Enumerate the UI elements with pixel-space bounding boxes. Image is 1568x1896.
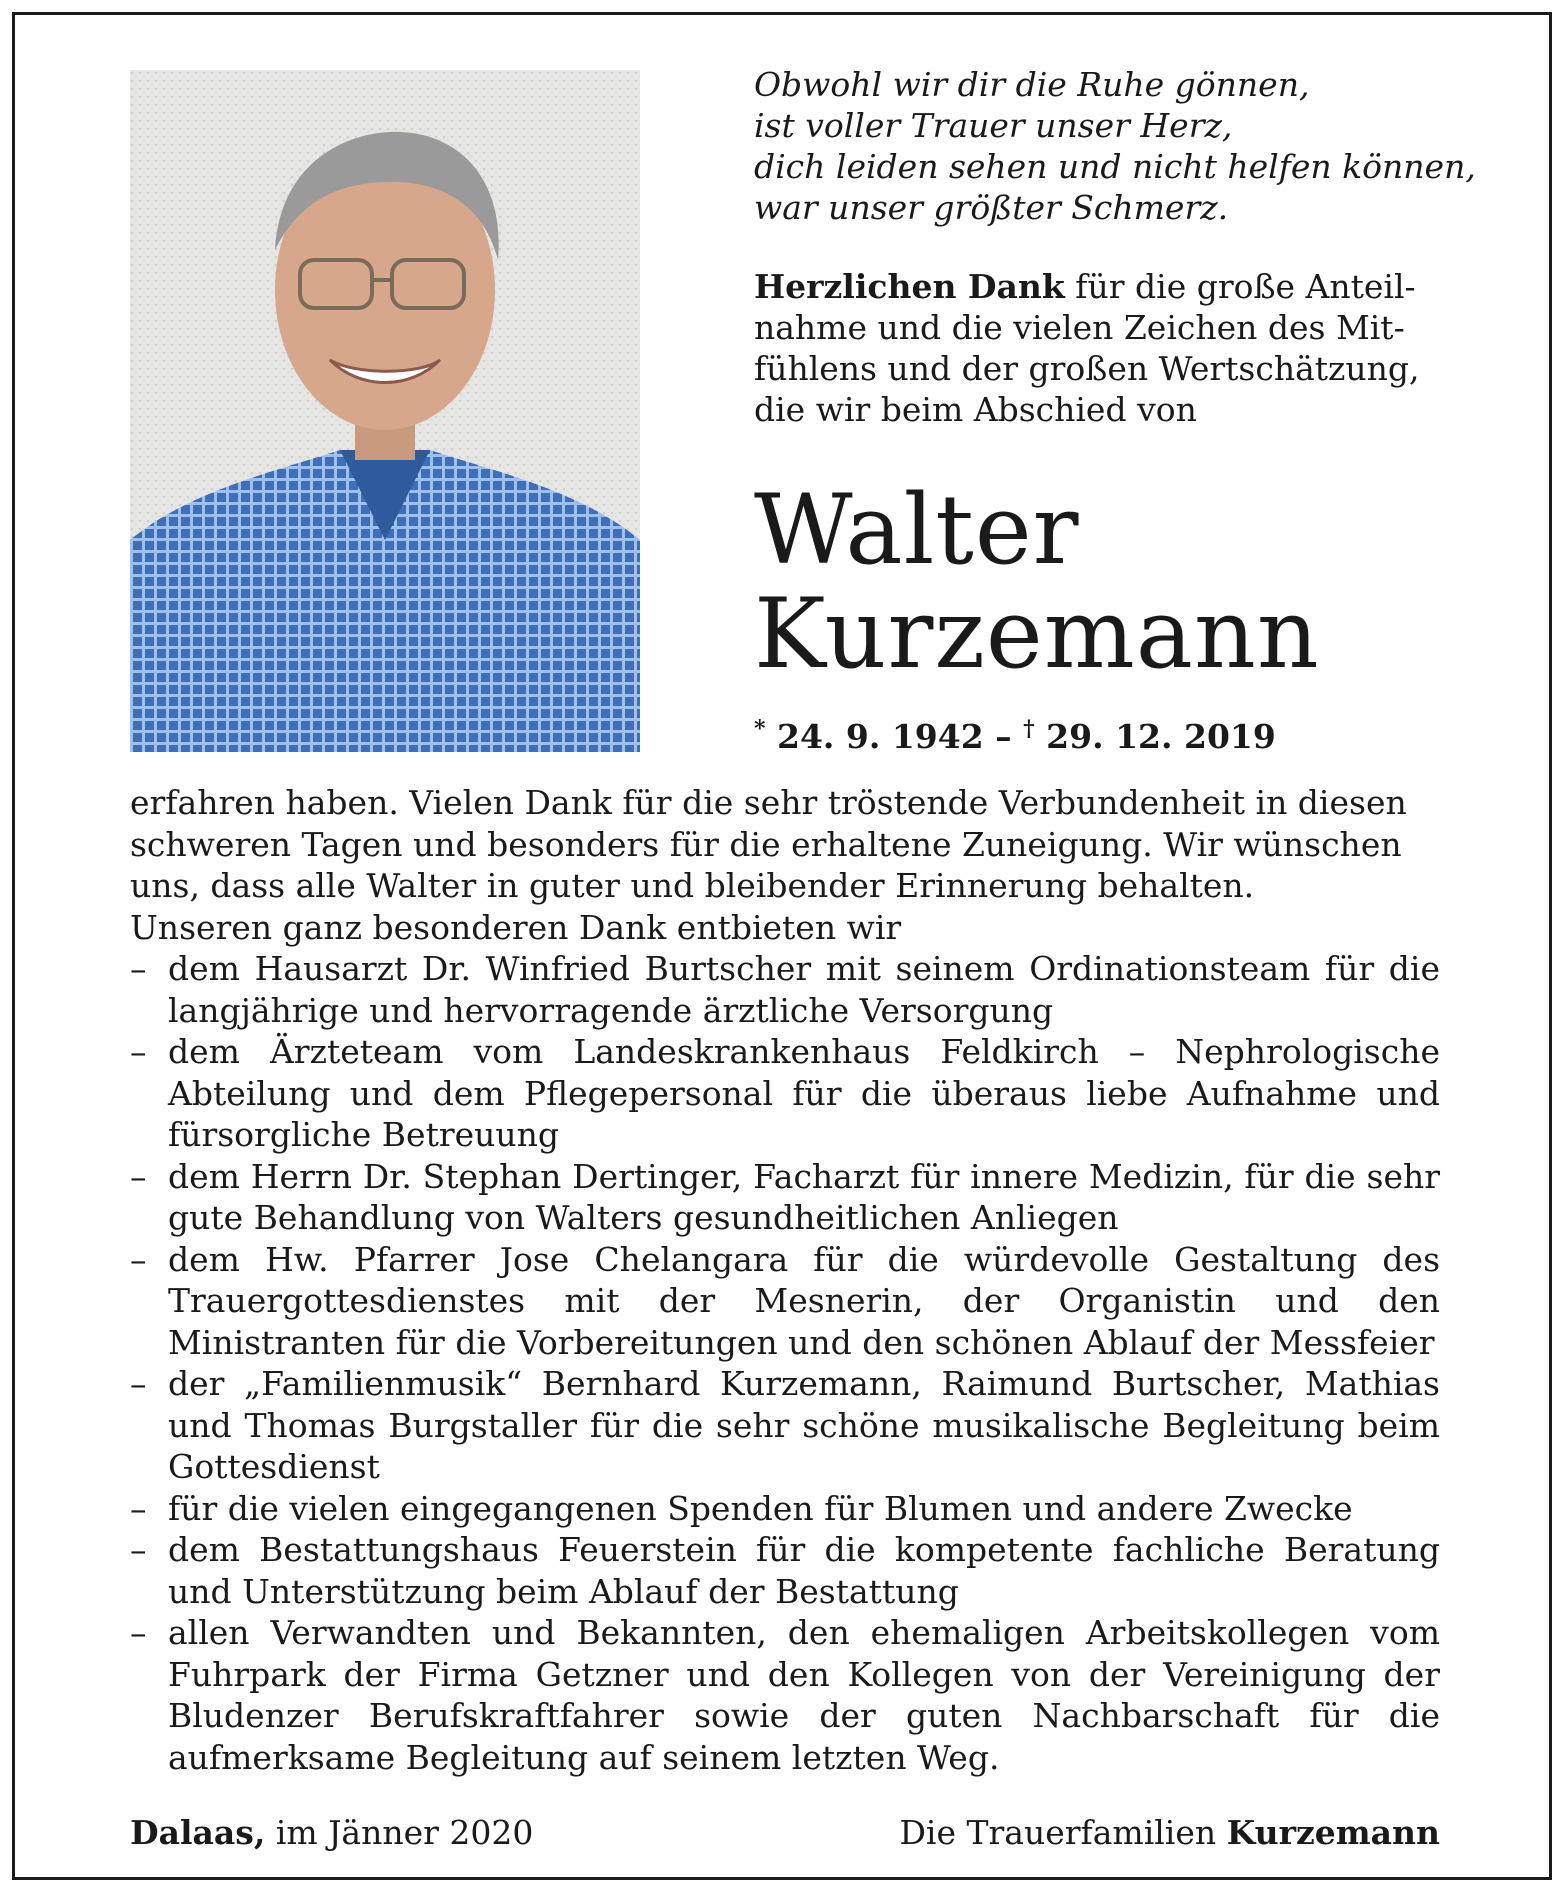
signature (899, 1812, 1440, 1853)
death-date: 29. 12. 2019 (1034, 717, 1276, 756)
poem (754, 64, 1474, 228)
list-item: – dem Bestattungshaus Feuerstein für die kompetente fachliche Beratung und Unterstützung beim Ablauf der Bestattung (130, 1530, 1440, 1611)
intro-line: schweren Tagen und besonders für die erhaltene Zuneigung. Wir wünschen (130, 824, 1402, 864)
list-dash: – (130, 1239, 147, 1279)
list-item: – allen Verwandten und Bekannten, den ehemaligen Arbeitskollegen vom Fuhrpark der Firma Getzner und den Kollegen von der Vereinigung der Bludenzer Berufskraftfahrer sowie der guten Nachbarschaft für die aufmerksame Begleitung auf seinem letzten Weg. (130, 1613, 1440, 1777)
footer (130, 1812, 1440, 1853)
life-dates (754, 716, 1276, 756)
portrait-photo (130, 70, 640, 752)
thanks-text: fühlens und der großen Wertschätzung, (754, 349, 1420, 388)
list-item: – für die vielen eingegangenen Spenden für Blumen und andere Zwecke (130, 1488, 1353, 1528)
poem-line: ist voller Trauer unser Herz, (754, 106, 1233, 145)
poem-line: dich leiden sehen und nicht helfen können, (754, 147, 1476, 186)
thanks-text: nahme und die vielen Zeichen des Mit- (754, 308, 1405, 347)
thanks-paragraph (754, 266, 1474, 430)
list-item: – dem Herrn Dr. Stephan Dertinger, Facharzt für innere Medizin, für die sehr gute Behandlung von Walters gesundheitlichen Anliegen (130, 1156, 1440, 1237)
list-item: – dem Hausarzt Dr. Winfried Burtscher mit seinem Ordinationsteam für die langjährige und hervorragende ärztliche Versorgung (130, 949, 1440, 1030)
list-dash: – (130, 1032, 147, 1071)
intro-line: erfahren haben. Vielen Dank für die sehr tröstende Verbundenheit in diesen (130, 783, 1407, 822)
place-date (130, 1812, 533, 1853)
intro-line: uns, dass alle Walter in guter und bleibender Erinnerung behalten. (130, 866, 1255, 905)
thanks-text: die wir beim Abschied von (754, 390, 1197, 429)
thanks-text: für die große Anteil- (1064, 267, 1416, 306)
first-name: Walter (754, 474, 1080, 586)
intro-line: Unseren ganz besonderen Dank entbieten wir (130, 907, 902, 947)
list-item: – der „Familienmusik“ Bernhard Kurzemann, Raimund Burtscher, Mathias und Thomas Burgstaller für die sehr schöne musikalische Begleitung beim Gottesdienst (130, 1364, 1440, 1486)
list-dash: – (130, 1364, 147, 1403)
birth-date: 24. 9. 1942 – (765, 717, 1024, 756)
body-text (130, 782, 1440, 1778)
family-prefix: Die Trauerfamilien (899, 1813, 1227, 1852)
thanks-list (130, 948, 1440, 1778)
date-text: im Jänner 2020 (265, 1813, 534, 1852)
poem-line: war unser größter Schmerz. (754, 188, 1229, 227)
last-name: Kurzemann (754, 578, 1320, 690)
list-item: – dem Hw. Pfarrer Jose Chelangara für die würdevolle Gestaltung des Trauergottesdienstes mit der Mesnerin, der Organistin und den Ministranten für die Vorbereitungen und den schönen Ablauf der Messfeier (130, 1239, 1440, 1362)
list-dash: – (130, 1156, 147, 1196)
deceased-name (754, 474, 1474, 690)
birth-symbol: * (754, 716, 766, 742)
list-dash: – (130, 1488, 147, 1528)
family-name: Kurzemann (1226, 1813, 1440, 1852)
poem-line: Obwohl wir dir die Ruhe gönnen, (754, 65, 1310, 104)
list-dash: – (130, 1613, 147, 1652)
place: Dalaas, (130, 1813, 266, 1852)
death-symbol: † (1023, 716, 1035, 742)
list-dash: – (130, 1530, 147, 1569)
list-dash: – (130, 949, 147, 988)
list-item: – dem Ärzteteam vom Landeskrankenhaus Feldkirch – Nephrologische Abteilung und dem Pflegepersonal für die überaus liebe Aufnahme und fürsorgliche Betreuung (130, 1032, 1440, 1154)
thanks-heading: Herzlichen Dank (754, 267, 1065, 306)
